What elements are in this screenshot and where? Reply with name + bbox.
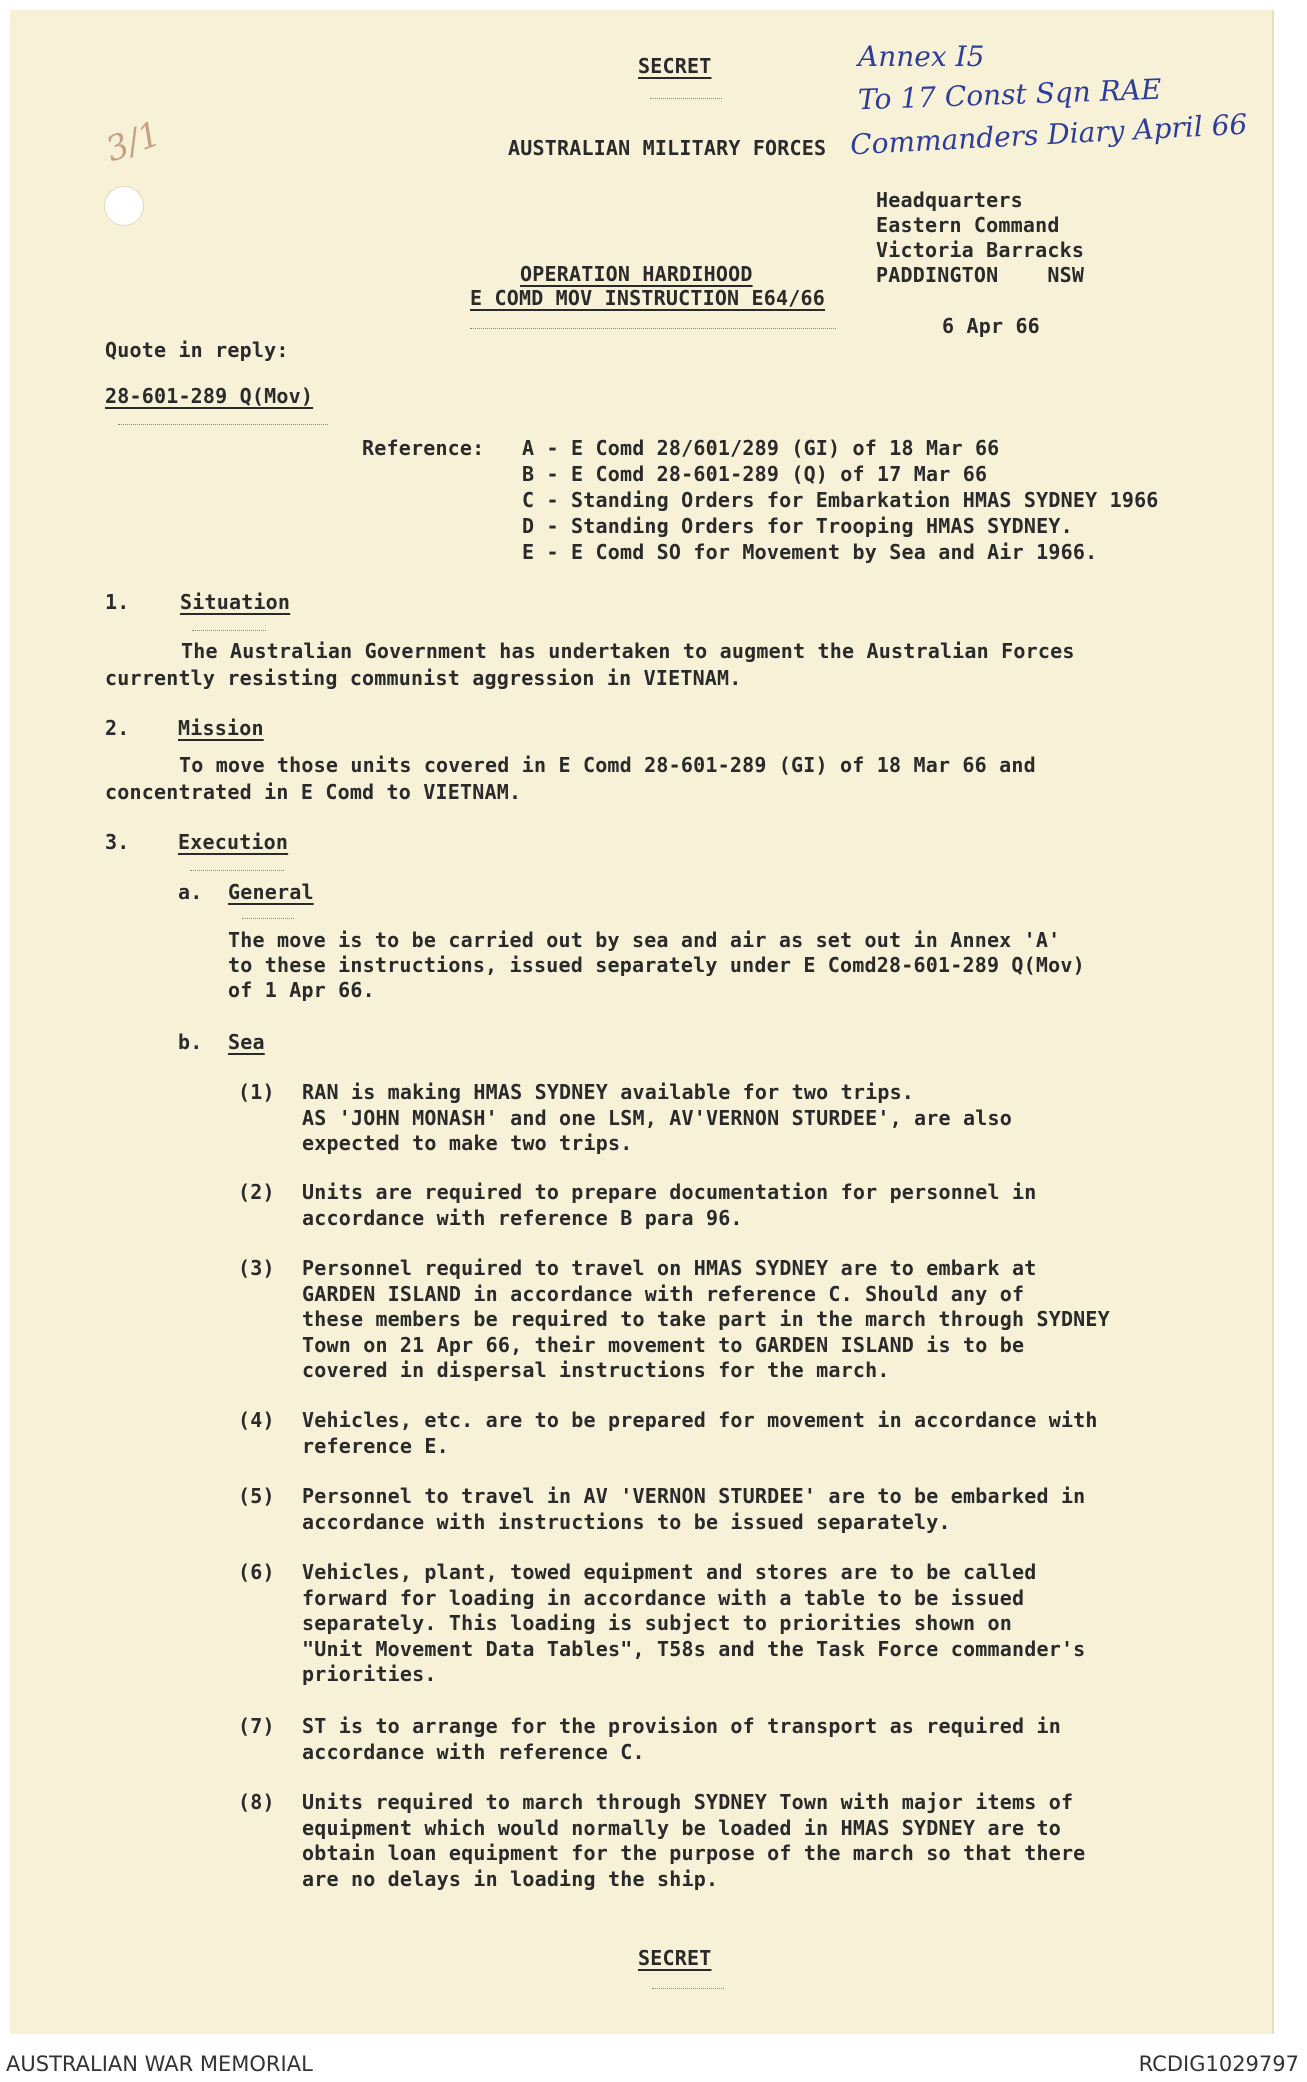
sea-item-2: Units are required to prepare documentation for personnel in accordance with reference B para 96. <box>302 1180 1037 1230</box>
reference-text: Standing Orders for Embarkation HMAS SYDNEY 1966 <box>570 488 1159 512</box>
document-page <box>10 10 1274 2034</box>
dotted-rule <box>652 1988 724 1989</box>
margin-mark: 3/1 <box>100 113 166 171</box>
reference-key: A <box>522 436 535 460</box>
item-number: (3) <box>238 1256 275 1280</box>
sea-item-3: Personnel required to travel on HMAS SYDNEY are to embark at GARDEN ISLAND in accordance with reference C. Should any of these members be required to take part in the march through SYDNEY Town on 21 Apr 66, their movement to GARDEN ISLAND is to be covered in dispersal instructions for the march. <box>302 1256 1110 1382</box>
hq-line: PADDINGTON NSW <box>876 263 1085 287</box>
force-title: AUSTRALIAN MILITARY FORCES <box>508 136 827 160</box>
document-date: 6 Apr 66 <box>942 314 1040 338</box>
section-heading-execution: Execution <box>178 830 289 854</box>
reference-row: C - Standing Orders for Embarkation HMAS SYDNEY 1966 <box>522 488 1159 512</box>
reference-label: Reference: <box>362 436 485 460</box>
section-number: 1. <box>105 590 130 614</box>
section-heading-mission: Mission <box>178 716 264 740</box>
dotted-rule <box>470 328 836 329</box>
item-number: (7) <box>238 1714 275 1738</box>
operation-title: OPERATION HARDIHOOD <box>520 262 753 286</box>
sea-item-8: Units required to march through SYDNEY Town with major items of equipment which would normally be loaded in HMAS SYDNEY are to obtain loan equipment for the purpose of the march so that there are no delays in loading the ship. <box>302 1790 1086 1891</box>
subsection-heading-sea: Sea <box>228 1030 265 1054</box>
general-text: The move is to be carried out by sea and air as set out in Annex 'A' to these instructions, issued separately under E Comd28-601-289 Q(Mov) of 1 Apr 66. <box>228 928 1085 1002</box>
mission-text: To move those units covered in E Comd 28-601-289 (GI) of 18 Mar 66 and concentrated in E Comd to VIETNAM. <box>105 753 1036 804</box>
footer-record-id: RCDIG1029797 <box>1138 2052 1299 2076</box>
sea-item-4: Vehicles, etc. are to be prepared for movement in accordance with reference E. <box>302 1408 1098 1458</box>
reference-key: E <box>522 540 535 564</box>
classification-bottom: SECRET <box>638 1946 712 1970</box>
dotted-rule <box>192 630 266 631</box>
instruction-title: E COMD MOV INSTRUCTION E64/66 <box>470 286 825 310</box>
dotted-rule <box>242 918 294 919</box>
quote-label: Quote in reply: <box>105 338 289 362</box>
reference-row: E - E Comd SO for Movement by Sea and Air 1966. <box>522 540 1098 564</box>
reference-key: C <box>522 488 535 512</box>
item-number: (4) <box>238 1408 275 1432</box>
situation-text: The Australian Government has undertaken to augment the Australian Forces currently resisting communist aggression in VIETNAM. <box>105 639 1075 690</box>
handwritten-diary: Commanders Diary April 66 <box>849 107 1249 162</box>
item-number: (5) <box>238 1484 275 1508</box>
item-number: (1) <box>238 1080 275 1104</box>
reference-key: D <box>522 514 535 538</box>
reference-text: E Comd 28-601-289 (Q) of 17 Mar 66 <box>570 462 988 486</box>
reference-row: B - E Comd 28-601-289 (Q) of 17 Mar 66 <box>522 462 988 486</box>
item-number: (8) <box>238 1790 275 1814</box>
reference-text: E Comd SO for Movement by Sea and Air 1966. <box>570 540 1098 564</box>
reference-key: B <box>522 462 535 486</box>
sea-item-5: Personnel to travel in AV 'VERNON STURDEE' are to be embarked in accordance with instructions to be issued separately. <box>302 1484 1086 1534</box>
sea-item-7: ST is to arrange for the provision of transport as required in accordance with reference C. <box>302 1714 1061 1764</box>
section-heading-situation: Situation <box>180 590 291 614</box>
quote-reference: 28-601-289 Q(Mov) <box>105 384 314 408</box>
reference-text: Standing Orders for Trooping HMAS SYDNEY. <box>570 514 1073 538</box>
item-number: (6) <box>238 1560 275 1584</box>
punch-hole <box>104 186 144 226</box>
dotted-rule <box>118 424 328 425</box>
section-number: 2. <box>105 716 130 740</box>
classification-top: SECRET <box>638 54 712 78</box>
subsection-number: b. <box>178 1030 203 1054</box>
footer-credit: AUSTRALIAN WAR MEMORIAL <box>6 2052 313 2076</box>
subsection-number: a. <box>178 880 203 904</box>
item-number: (2) <box>238 1180 275 1204</box>
hq-line: Headquarters <box>876 188 1023 212</box>
dotted-rule <box>650 98 722 99</box>
section-number: 3. <box>105 830 130 854</box>
sea-item-6: Vehicles, plant, towed equipment and stores are to be called forward for loading in accordance with a table to be issued separately. This loading is subject to priorities shown on "Unit Movement Data Tables", T58s and the Task Force commander's priorities. <box>302 1560 1086 1686</box>
hq-line: Eastern Command <box>876 213 1060 237</box>
reference-row: D - Standing Orders for Trooping HMAS SYDNEY. <box>522 514 1073 538</box>
reference-text: E Comd 28/601/289 (GI) of 18 Mar 66 <box>570 436 1000 460</box>
subsection-heading-general: General <box>228 880 314 904</box>
handwritten-unit: To 17 Const Sqn RAE <box>857 72 1162 117</box>
reference-row: A - E Comd 28/601/289 (GI) of 18 Mar 66 <box>522 436 1000 460</box>
hq-line: Victoria Barracks <box>876 238 1085 262</box>
handwritten-annex: Annex I5 <box>858 40 985 73</box>
dotted-rule <box>190 870 284 871</box>
sea-item-1: RAN is making HMAS SYDNEY available for two trips. AS 'JOHN MONASH' and one LSM, AV'VERNON STURDEE', are also expected to make two trips. <box>302 1080 1012 1155</box>
